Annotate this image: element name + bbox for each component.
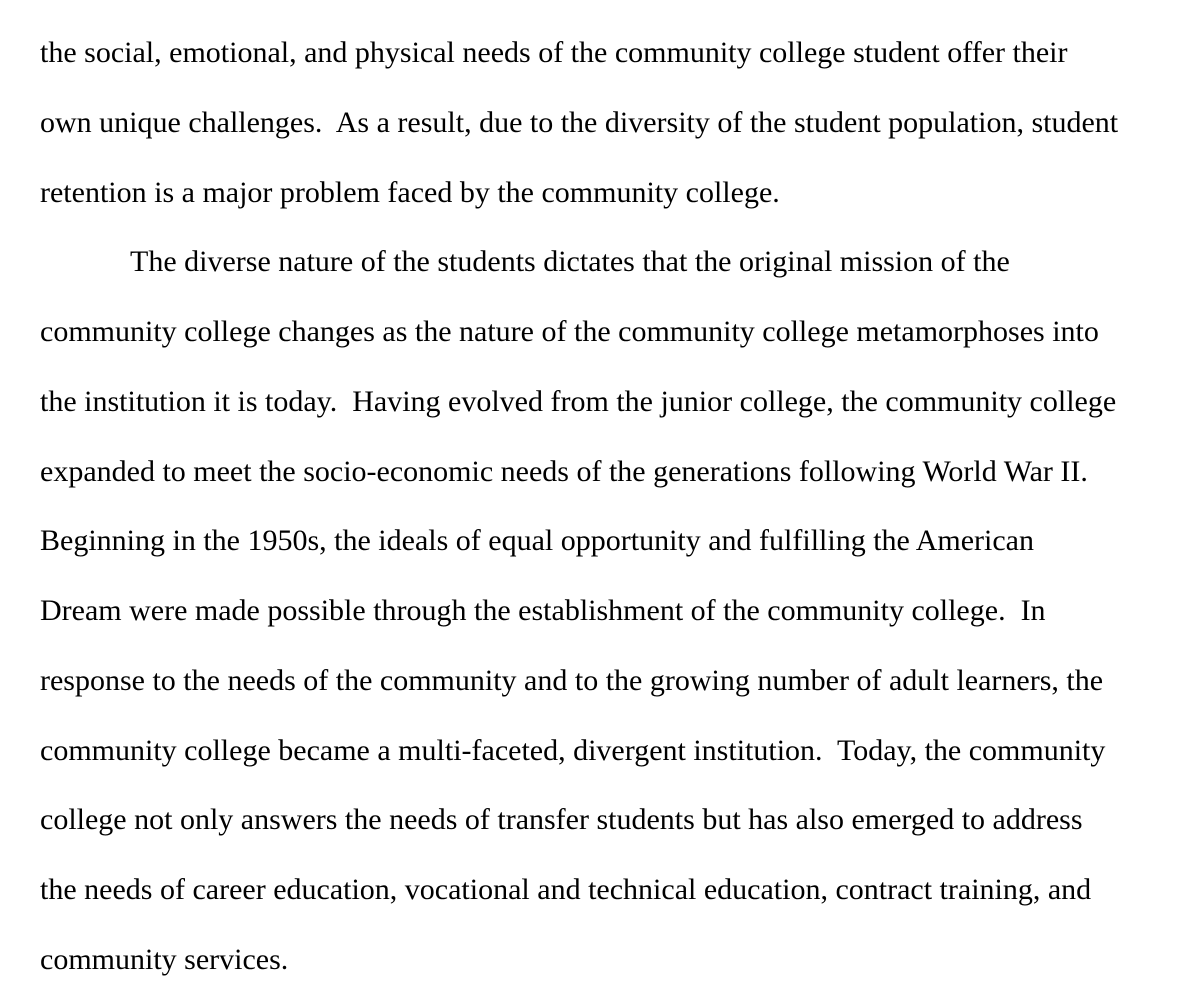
- paragraph-2: [40, 227, 1170, 994]
- text-line: the social, emotional, and physical needs of the community college student offer their: [40, 36, 1068, 69]
- text-line: Beginning in the 1950s, the ideals of equal opportunity and fulfilling the American: [40, 524, 1034, 558]
- text-line: response to the needs of the community and to the growing number of adult learners, the: [40, 663, 1104, 697]
- text-line: own unique challenges. As a result, due to the diversity of the student population, student: [40, 105, 1119, 139]
- text-line: Dream were made possible through the establishment of the community college. In: [40, 594, 1046, 627]
- text-line-indented: The diverse nature of the students dictates that the original mission of the: [130, 245, 1010, 279]
- text-line: expanded to meet the socio-economic needs of the generations following World War II.: [40, 454, 1088, 488]
- text-line: the needs of career education, vocational and technical education, contract training, and: [40, 873, 1092, 906]
- document-page: [40, 18, 1170, 995]
- text-line: community college changes as the nature of the community college metamorphoses into: [40, 315, 1099, 348]
- text-line: college not only answers the needs of transfer students but has also emerged to address: [40, 803, 1083, 837]
- text-line: community services.: [40, 942, 289, 976]
- text-line: retention is a major problem faced by the community college.: [40, 175, 780, 209]
- text-line: community college became a multi-faceted, divergent institution. Today, the community: [40, 733, 1106, 767]
- paragraph-1: [40, 18, 1170, 227]
- text-line: the institution it is today. Having evolved from the junior college, the community college: [40, 384, 1117, 418]
